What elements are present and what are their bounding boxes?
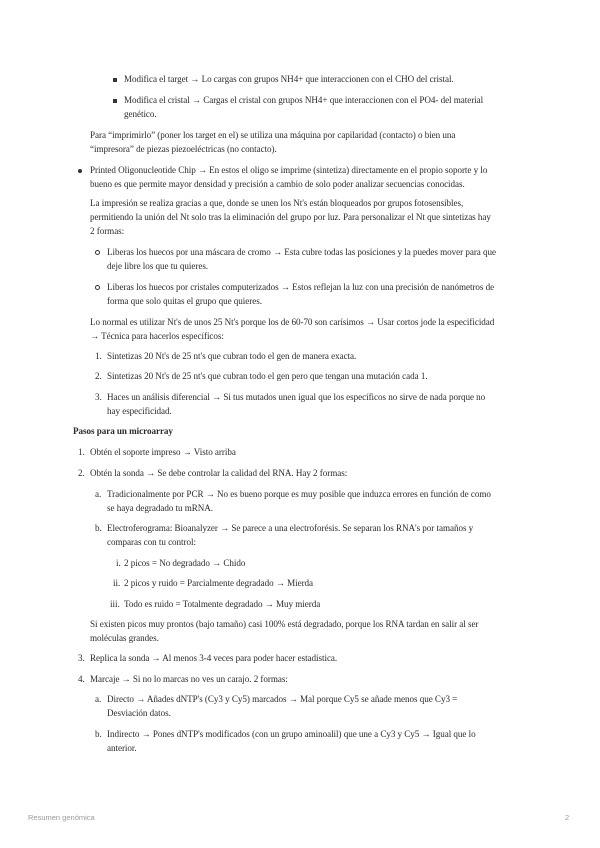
text-line: Liberas los huecos por cristales computerizados → Estos reflejan la luz con una precisión de nanómetros de (107, 282, 495, 292)
list-number: 3. (95, 392, 102, 402)
text-line: Liberas los huecos por una máscara de cromo → Esta cubre todas las posiciones y la puedes mover para que (107, 247, 496, 257)
page-number: 2 (565, 813, 570, 822)
text-line: Haces un análisis diferencial → Si tus mutados unen igual que los específicos no sirve de nada porque no (107, 392, 486, 402)
list-number: 4. (78, 674, 85, 684)
list-number: 1. (95, 351, 102, 361)
text-line: se haya degradado tu mRNA. (107, 503, 214, 513)
text-line: Desviación datos. (107, 708, 171, 718)
text-line: hay especificidad. (107, 406, 172, 416)
square-bullet-icon (113, 99, 117, 103)
list-roman: ii. (113, 578, 121, 588)
list-letter: a. (95, 489, 102, 499)
text-line: Modifica el target → Lo cargas con grupos NH4+ que interaccionen con el CHO del cristal. (124, 74, 454, 84)
text-line: moléculas grandes. (90, 633, 159, 643)
text-line: 2 formas: (90, 226, 125, 236)
list-number: 2. (78, 468, 85, 478)
text-line: 2 picos y ruido = Parcialmente degradado → Mierda (124, 578, 314, 588)
list-roman: iii. (110, 599, 120, 609)
text-line: Lo normal es utilizar Nt's de unos 25 Nt's porque los de 60-70 son carísimos → Usar cortos jode la especificidad (90, 317, 495, 327)
text-line: Obtén el soporte impreso → Visto arriba (90, 447, 236, 457)
text-line: Obtén la sonda → Se debe controlar la calidad del RNA. Hay 2 formas: (90, 468, 348, 478)
text-line: Si existen picos muy prontos (bajo tamaño) casi 100% está degradado, porque los RNA tardan en salir al ser (90, 619, 479, 629)
list-number: 3. (78, 653, 85, 663)
text-line: Directo → Añades dNTP's (Cy3 y Cy5) marcados → Mal porque Cy5 se añade menos que Cy3 = (107, 694, 458, 704)
bullet-icon (78, 169, 82, 173)
circle-bullet-icon (95, 285, 100, 290)
list-letter: b. (95, 523, 102, 533)
list-number: 2. (95, 371, 102, 381)
text-line: → Técnica para hacerlos específicos: (90, 331, 224, 341)
list-number: 1. (78, 447, 85, 457)
text-line: Modifica el cristal → Cargas el cristal con grupos NH4+ que interaccionen con el PO4- del material (124, 95, 484, 105)
circle-bullet-icon (95, 250, 100, 255)
text-line: Todo es ruido = Totalmente degradado → Muy mierda (124, 599, 321, 609)
text-line: Marcaje → Si no lo marcas no ves un carajo. 2 formas: (90, 674, 288, 684)
text-line: anterior. (107, 743, 137, 753)
text-line: deje libre los que tu quieres. (107, 261, 209, 271)
text-line: forma que solo quitas el grupo que quieres. (107, 296, 262, 306)
footer-title: Resumen genómica (28, 813, 95, 822)
text-line: Replica la sonda → Al menos 3-4 veces para poder hacer estadística. (90, 653, 338, 663)
text-line: Sintetizas 20 Nt's de 25 nt's que cubran todo el gen de manera exacta. (107, 351, 357, 361)
text-line: comparas con tu control: (107, 537, 196, 547)
text-line: Electroferograma: Bioanalyzer → Se parece a una electroforésis. Se separan los RNA's por tamaños y (107, 523, 474, 533)
text-line: Para “imprimirlo” (poner los target en el) se utiliza una máquina por capilaridad (contacto) o bien una (90, 130, 456, 140)
text-line: 2 picos = No degradado → Chido (124, 558, 246, 568)
text-line: genético. (124, 109, 157, 119)
list-letter: b. (95, 729, 102, 739)
text-line: Indirecto → Pones dNTP's modificados (con un grupo aminoalil) que une a Cy3 y Cy5 → Igual que lo (107, 729, 476, 739)
list-roman: i. (116, 558, 121, 568)
text-line: Printed Oligonucleotide Chip → En estos el oligo se imprime (sintetiza) directamente en el propio soporte y lo (90, 165, 488, 175)
section-heading: Pasos para un microarray (73, 426, 173, 436)
text-line: “impresora” de piezas piezoeléctricas (no contacto). (90, 144, 277, 154)
text-line: La impresión se realiza gracias a que, donde se unen los Nt's están bloqueados por grupos fotosensibles, (90, 198, 464, 208)
text-line: Sintetizas 20 Nt's de 25 nt's que cubran todo el gen pero que tengan una mutación cada 1. (107, 371, 428, 381)
text-line: Tradicionalmente por PCR → No es bueno porque es muy posible que induzca errores en función de como (107, 489, 491, 499)
list-letter: a. (95, 694, 102, 704)
text-line: permitiendo la unión del Nt solo tras la eliminación del grupo por luz. Para personalizar el Nt que sintetizas hay (90, 212, 491, 222)
square-bullet-icon (113, 78, 117, 82)
text-line: bueno es que permite mayor densidad y precisión a cambio de solo poder analizar secuencias conocidas. (90, 179, 465, 189)
